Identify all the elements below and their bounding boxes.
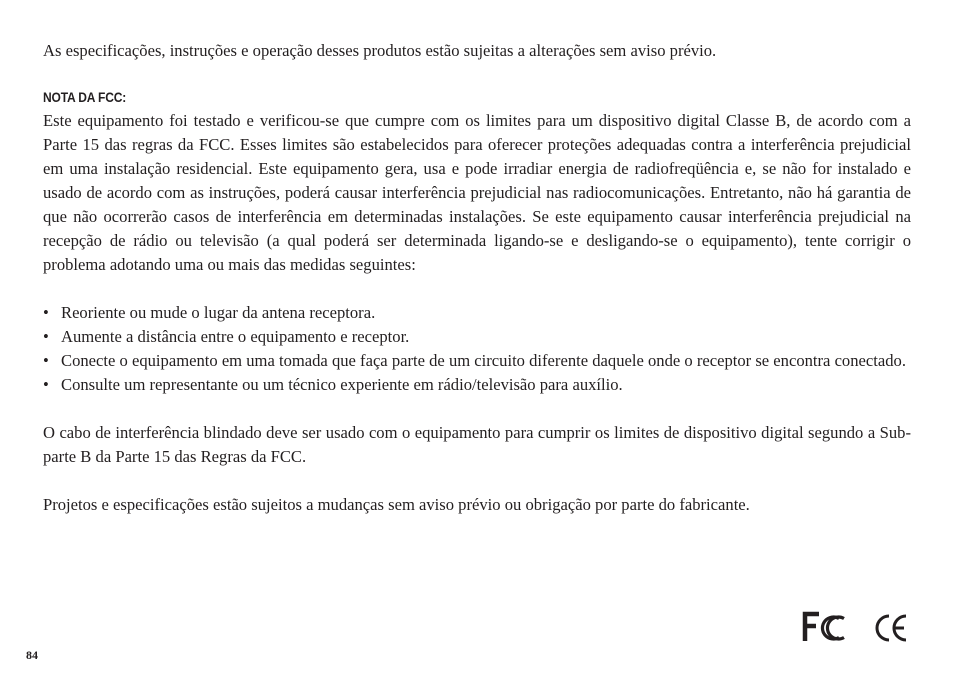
list-item-text: Consulte um representante ou um técnico experiente em rádio/televisão para auxílio. [61,375,623,394]
document-content [43,39,911,517]
ce-mark-icon [877,616,906,640]
list-item-text: Reoriente ou mude o lugar da antena receptora. [61,303,376,322]
list-item-text: Aumente a distância entre o equipamento e receptor. [61,327,410,346]
fcc-notice-body: Este equipamento foi testado e verificou-se que cumpre com os limites para um dispositivo digital Classe B, de acordo com a Parte 15 das regras da FCC. Esses limites são estabelecidos para oferecer proteções adequadas contra a interferência prejudicial em uma instalação residencial. Este equipamento gera, usa e pode irradiar energia de radiofreqüência e, se não for instalado e usado de acordo com as instruções, poderá causar interferência prejudicial nas radiocomunicações. Entretanto, não há garantia de que não ocorrerão casos de interferência em determinadas instalações. Se este equipamento causar interferência prejudicial na recepção de rádio ou televisão (a qual poderá ser determinada ligando-se e desligando-se o equipamento), tente corrigir o problema adotando uma ou mais das medidas seguintes: [43,111,911,274]
bullet-symbol: • [43,351,49,370]
list-item-text: Conecte o equipamento em uma tomada que faça parte de um circuito diferente daquele onde o receptor se encontra conectado. [61,351,906,370]
bullet-symbol: • [43,303,49,322]
list-item [43,349,911,373]
design-notice-paragraph: Projetos e especificações estão sujeitos a mudanças sem aviso prévio ou obrigação por parte do fabricante. [43,495,750,514]
shielded-cable-paragraph: O cabo de interferência blindado deve ser usado com o equipamento para cumprir os limites de dispositivo digital segundo a Sub-parte B da Parte 15 das Regras da FCC. [43,423,911,466]
list-item [43,301,911,325]
bullet-symbol: • [43,327,49,346]
fcc-notice-section [43,85,911,277]
compliance-marks-svg [802,610,912,644]
compliance-marks [802,610,912,644]
interference-measures-list [43,301,911,397]
list-item [43,373,911,397]
page-number: 84 [26,648,38,662]
bullet-symbol: • [43,375,49,394]
intro-paragraph: As especificações, instruções e operação desses produtos estão sujeitas a alterações sem aviso prévio. [43,41,717,60]
fcc-logo-icon [805,614,844,641]
fcc-notice-heading: NOTA DA FCC: [43,89,127,105]
list-item [43,325,911,349]
